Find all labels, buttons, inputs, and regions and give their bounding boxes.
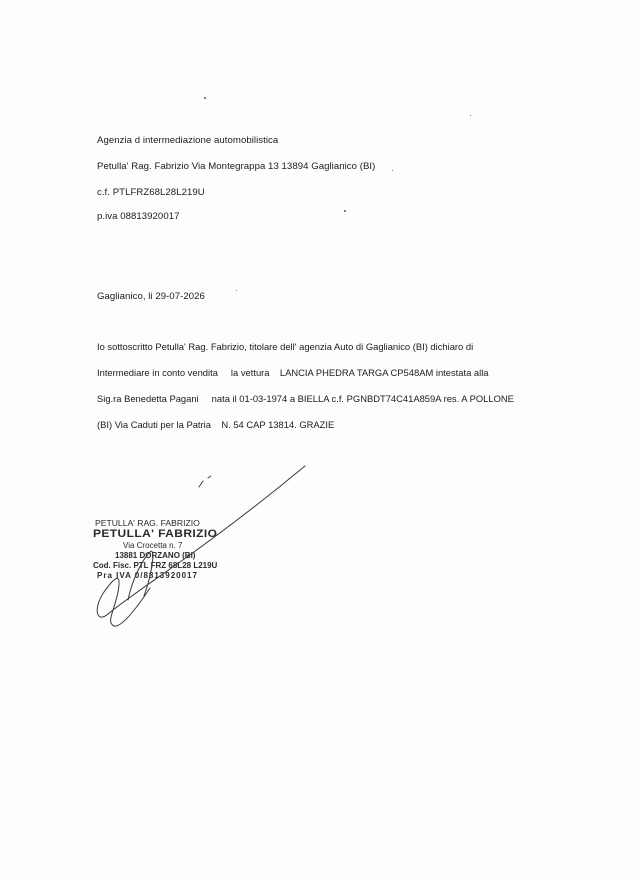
declaration-line-3: Sig.ra Benedetta Pagani nata il 01-03-1974 a BIELLA c.f. PGNBDT74C41A859A res. A POLLONE: [97, 393, 514, 404]
signature-dash: [208, 476, 211, 478]
stamp-vat-number: Pra IVA 0/8813920017: [97, 571, 198, 580]
signature-tick: [199, 481, 203, 487]
company-stamp: [93, 518, 253, 598]
scan-speck: [204, 97, 206, 99]
stamp-name-large: PETULLA' FABRIZIO: [93, 526, 218, 540]
scan-speck: [470, 115, 471, 116]
scan-speck: [344, 210, 346, 212]
stamp-tax-code: Cod. Fisc. PTL FRZ 68L28 L219U: [93, 561, 218, 570]
declaration-line-2: Intermediare in conto vendita la vettura LANCIA PHEDRA TARGA CP548AM intestata alla: [97, 367, 489, 378]
scan-speck: [392, 170, 393, 171]
stamp-city: 13881 DORZANO (BI): [115, 551, 196, 560]
scan-speck: [236, 290, 237, 291]
agency-name: Agenzia d intermediazione automobilistica: [97, 135, 279, 146]
agency-vat-number: p.iva 08813920017: [97, 211, 180, 222]
declaration-line-1: Io sottoscritto Petulla' Rag. Fabrizio, titolare dell' agenzia Auto di Gaglianico (BI) dichiaro di: [97, 341, 474, 352]
stamp-street: Via Crocetta n. 7: [123, 541, 183, 550]
place-and-date: Gaglianico, li 29-07-2026: [97, 291, 205, 302]
agency-tax-code: c.f. PTLFRZ68L28L219U: [97, 187, 205, 198]
declaration-line-4: (BI) Via Caduti per la Patria N. 54 CAP 13814. GRAZIE: [97, 419, 335, 430]
stamp-name-small: PETULLA' RAG. FABRIZIO: [95, 518, 200, 528]
agency-address: Petulla' Rag. Fabrizio Via Montegrappa 13 13894 Gaglianico (BI): [97, 161, 376, 172]
